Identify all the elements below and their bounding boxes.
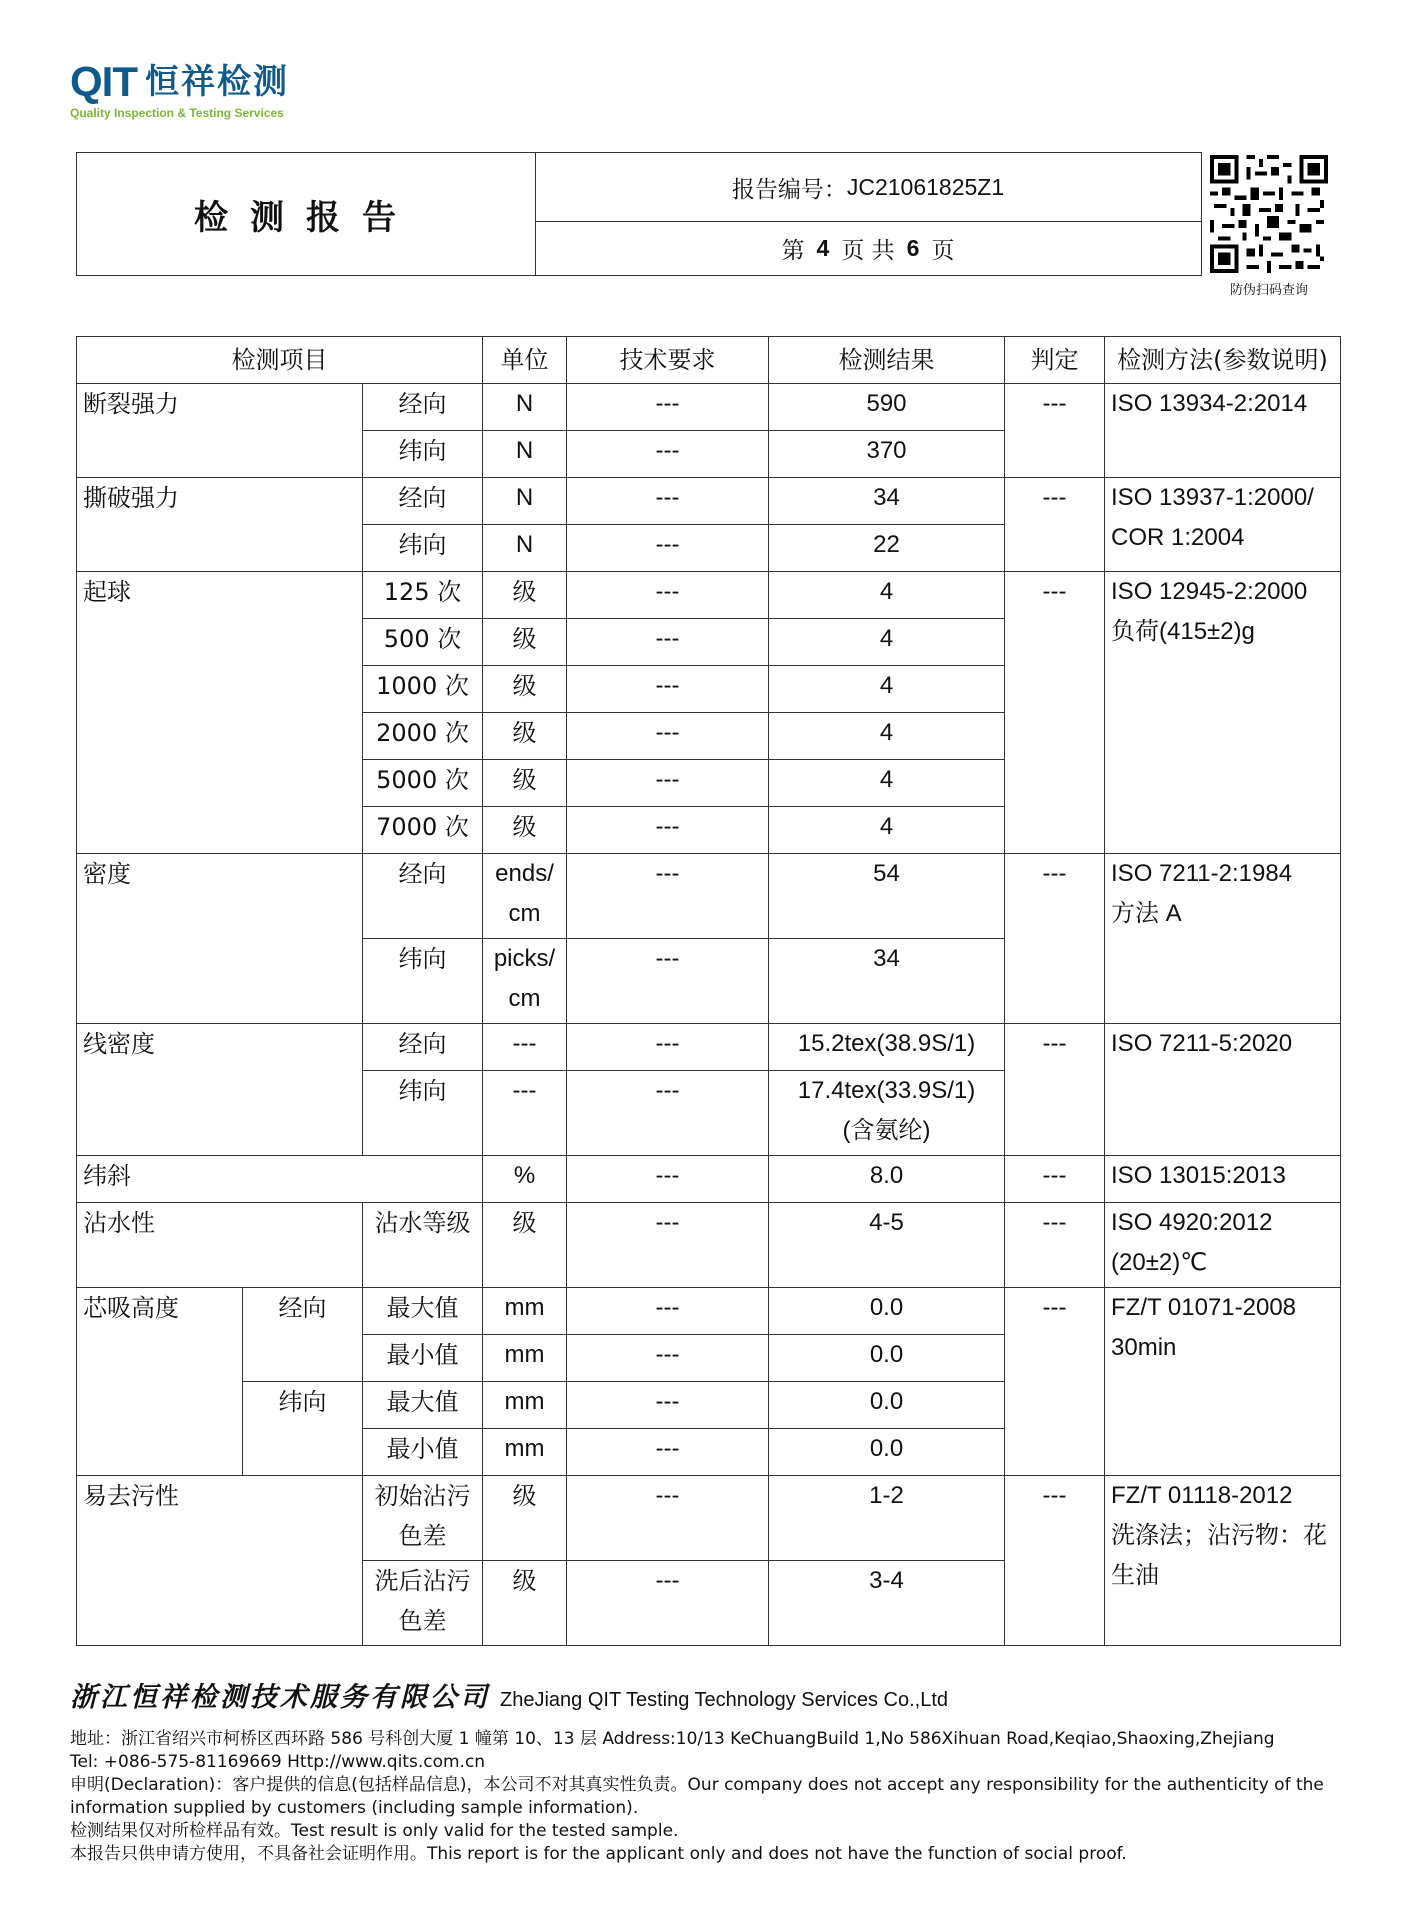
requirement-cell: --- [567,666,769,713]
unit-cell [483,939,567,1024]
judgement-cell: --- [1005,1476,1105,1646]
judgement-cell: --- [1005,478,1105,572]
table-row [77,1203,1341,1288]
unit-cell: 级 [483,1203,567,1288]
cycles-cell: 7000 次 [363,807,483,854]
item-wicking-height: 芯吸高度 [77,1288,243,1476]
page-indicator [535,221,1201,275]
header-result: 检测结果 [769,337,1005,384]
report-number-value: JC21061825Z1 [846,173,1005,200]
direction-warp: 经向 [363,384,483,431]
unit-cell: 级 [483,1476,567,1561]
judgement-cell: --- [1005,1024,1105,1156]
judgement-cell: --- [1005,1288,1105,1476]
company-contact: Tel: +086-575-81169669 Http://www.qits.com.cn [70,1752,486,1772]
direction-weft: 纬向 [243,1382,363,1476]
table-row [77,1156,1341,1203]
requirement-cell: --- [567,1561,769,1646]
result-cell: 590 [769,384,1005,431]
sub-item-line: 色差 [398,1522,447,1550]
company-name-en: ZheJiang QIT Testing Technology Services Co.,Ltd [500,1689,949,1711]
unit-cell: N [483,478,567,525]
result-cell: 4 [769,713,1005,760]
requirement-cell: --- [567,939,769,1024]
requirement-cell: --- [567,1429,769,1476]
requirement-cell: --- [567,1071,769,1156]
unit-cell: mm [483,1382,567,1429]
requirement-cell: --- [567,1382,769,1429]
page-suffix: 页 [931,237,955,264]
usage-note: 本报告只供申请方使用，不具备社会证明作用。This report is for the applicant only and does not have the function of social proof. [70,1844,1127,1864]
judgement-cell: --- [1005,1156,1105,1203]
logo-tagline: Quality Inspection & Testing Services [70,106,284,120]
unit-cell: % [483,1156,567,1203]
unit-cell: --- [483,1071,567,1156]
requirement-cell: --- [567,854,769,939]
method-cell [1105,854,1341,1024]
declaration-line-2: information supplied by customers (including sample information). [70,1798,639,1818]
report-number-label: 报告编号： [731,176,847,203]
direction-warp: 经向 [363,1024,483,1071]
unit-line: ends/ [495,860,554,887]
method-line: FZ/T 01071-2008 [1111,1294,1297,1321]
judgement-cell: --- [1005,854,1105,1024]
method-cell [1105,572,1341,854]
sub-item-line: 洗后沾污 [374,1567,471,1595]
item-pilling: 起球 [77,572,363,854]
direction-weft: 纬向 [363,431,483,478]
page-total: 6 [906,234,920,261]
unit-cell: N [483,525,567,572]
unit-cell: 级 [483,666,567,713]
direction-warp: 经向 [363,478,483,525]
table-row [77,1288,1341,1335]
table-header-row [77,337,1341,384]
unit-cell: 级 [483,1561,567,1646]
method-cell [1105,1203,1341,1288]
result-cell: 0.0 [769,1382,1005,1429]
cycles-cell: 5000 次 [363,760,483,807]
requirement-cell: --- [567,807,769,854]
sub-item-cell: 最小值 [363,1335,483,1382]
cycles-cell: 1000 次 [363,666,483,713]
requirement-cell: --- [567,478,769,525]
unit-cell: N [483,431,567,478]
qr-caption: 防伪扫码查询 [1229,283,1308,298]
unit-cell: N [483,384,567,431]
direction-weft: 纬向 [363,1071,483,1156]
direction-warp: 经向 [363,854,483,939]
cycles-cell: 2000 次 [363,713,483,760]
method-line: 方法 A [1111,900,1182,927]
table-row [77,384,1341,431]
result-cell: 54 [769,854,1005,939]
header-requirement: 技术要求 [567,337,769,384]
logo-cn: 恒祥检测 [145,62,289,102]
sub-item-cell: 最小值 [363,1429,483,1476]
declaration-line-1: 申明(Declaration)：客户提供的信息(包括样品信息)，本公司不对其真实性负责。Our company does not accept any responsibility for the authenticity of the [70,1775,1324,1795]
result-cell: 22 [769,525,1005,572]
unit-cell: 级 [483,572,567,619]
requirement-cell: --- [567,384,769,431]
requirement-cell: --- [567,572,769,619]
report-header [76,152,1202,276]
table-row [77,478,1341,525]
result-cell: 0.0 [769,1288,1005,1335]
sub-item-cell: 沾水等级 [363,1203,483,1288]
requirement-cell: --- [567,619,769,666]
result-cell: 370 [769,431,1005,478]
item-tearing-strength: 撕破强力 [77,478,363,572]
judgement-cell: --- [1005,384,1105,478]
unit-cell: 级 [483,619,567,666]
direction-weft: 纬向 [363,525,483,572]
sub-item-cell: 最大值 [363,1382,483,1429]
requirement-cell: --- [567,760,769,807]
cycles-cell: 500 次 [363,619,483,666]
page-mid: 页 共 [841,237,895,264]
page-prefix: 第 [781,237,805,264]
unit-cell: mm [483,1429,567,1476]
table-row [77,854,1341,939]
report-number [535,153,1201,222]
table-row [77,1476,1341,1561]
header-method: 检测方法(参数说明) [1105,337,1341,384]
sub-item-line: 色差 [398,1607,447,1635]
header-unit: 单位 [483,337,567,384]
result-cell: 8.0 [769,1156,1005,1203]
unit-line: cm [508,985,541,1012]
method-line: 负荷(415±2)g [1111,618,1255,645]
requirement-cell: --- [567,713,769,760]
results-table [76,336,1341,1646]
item-skewness: 纬斜 [77,1156,483,1203]
result-cell: 4 [769,666,1005,713]
result-cell: 34 [769,939,1005,1024]
result-cell: 0.0 [769,1335,1005,1382]
requirement-cell: --- [567,1156,769,1203]
direction-weft: 纬向 [363,939,483,1024]
sub-item-cell: 最大值 [363,1288,483,1335]
unit-cell: 级 [483,807,567,854]
sub-item-line: 初始沾污 [374,1482,471,1510]
requirement-cell: --- [567,525,769,572]
result-cell: 4 [769,619,1005,666]
result-cell: 15.2tex(38.9S/1) [769,1024,1005,1071]
method-line: FZ/T 01118-2012 [1111,1482,1293,1509]
company-logo [70,60,289,120]
method-line: 30min [1111,1334,1177,1361]
method-cell [1105,1288,1341,1476]
company-address: 地址：浙江省绍兴市柯桥区西环路 586 号科创大厦 1 幢第 10、13 层 Address:10/13 KeChuangBuild 1,No 586Xihuan Road,Keqiao,Shaoxing,Zhejiang [70,1729,1275,1749]
requirement-cell: --- [567,1203,769,1288]
method-cell: ISO 13934-2:2014 [1105,384,1341,478]
unit-cell: mm [483,1335,567,1382]
page-footer [70,1675,1360,1866]
requirement-cell: --- [567,1024,769,1071]
method-cell: ISO 13937-1:2000/ COR 1:2004 [1105,478,1341,572]
page-current: 4 [816,234,830,261]
unit-line: picks/ [493,945,556,972]
unit-cell: 级 [483,760,567,807]
unit-cell: --- [483,1024,567,1071]
requirement-cell: --- [567,1476,769,1561]
unit-cell [483,854,567,939]
result-cell: 0.0 [769,1429,1005,1476]
method-line: ISO 4920:2012 [1111,1209,1273,1236]
result-cell: 4 [769,572,1005,619]
item-spray-rating: 沾水性 [77,1203,363,1288]
method-cell [1105,1476,1341,1646]
result-cell: 4 [769,807,1005,854]
result-line: 17.4tex(33.9S/1) [797,1077,976,1104]
item-density: 密度 [77,854,363,1024]
requirement-cell: --- [567,1335,769,1382]
cycles-cell: 125 次 [363,572,483,619]
result-cell: 4-5 [769,1203,1005,1288]
report-title: 检测报告 [77,153,536,275]
item-breaking-strength: 断裂强力 [77,384,363,478]
validity-note: 检测结果仅对所检样品有效。Test result is only valid for the tested sample. [70,1821,679,1841]
result-cell: 1-2 [769,1476,1005,1561]
judgement-cell: --- [1005,572,1105,854]
method-cell: ISO 7211-5:2020 [1105,1024,1341,1156]
method-line: 生油 [1111,1562,1160,1589]
result-cell [769,1071,1005,1156]
method-line: ISO 12945-2:2000 [1111,578,1308,605]
item-soil-release: 易去污性 [77,1476,363,1646]
unit-cell: 级 [483,713,567,760]
company-name-cn: 浙江恒祥检测技术服务有限公司 [70,1682,490,1713]
result-cell: 3-4 [769,1561,1005,1646]
table-row [77,1024,1341,1071]
requirement-cell: --- [567,431,769,478]
logo-brand: QIT [70,58,137,105]
method-cell: ISO 13015:2013 [1105,1156,1341,1203]
item-linear-density: 线密度 [77,1024,363,1156]
table-row [77,572,1341,619]
sub-item-cell [363,1561,483,1646]
qr-code-icon[interactable] [1210,155,1328,273]
direction-warp: 经向 [243,1288,363,1382]
header-judgement: 判定 [1005,337,1105,384]
result-cell: 4 [769,760,1005,807]
method-line: (20±2)℃ [1111,1249,1208,1276]
sub-item-cell [363,1476,483,1561]
header-test-item: 检测项目 [77,337,483,384]
unit-cell: mm [483,1288,567,1335]
result-cell: 34 [769,478,1005,525]
method-line: ISO 7211-2:1984 [1111,860,1293,887]
judgement-cell: --- [1005,1203,1105,1288]
requirement-cell: --- [567,1288,769,1335]
unit-line: cm [508,900,541,927]
method-line: 洗涤法；沾污物：花 [1111,1522,1328,1549]
result-line: (含氨纶) [842,1117,931,1144]
company-name [70,1675,1360,1714]
